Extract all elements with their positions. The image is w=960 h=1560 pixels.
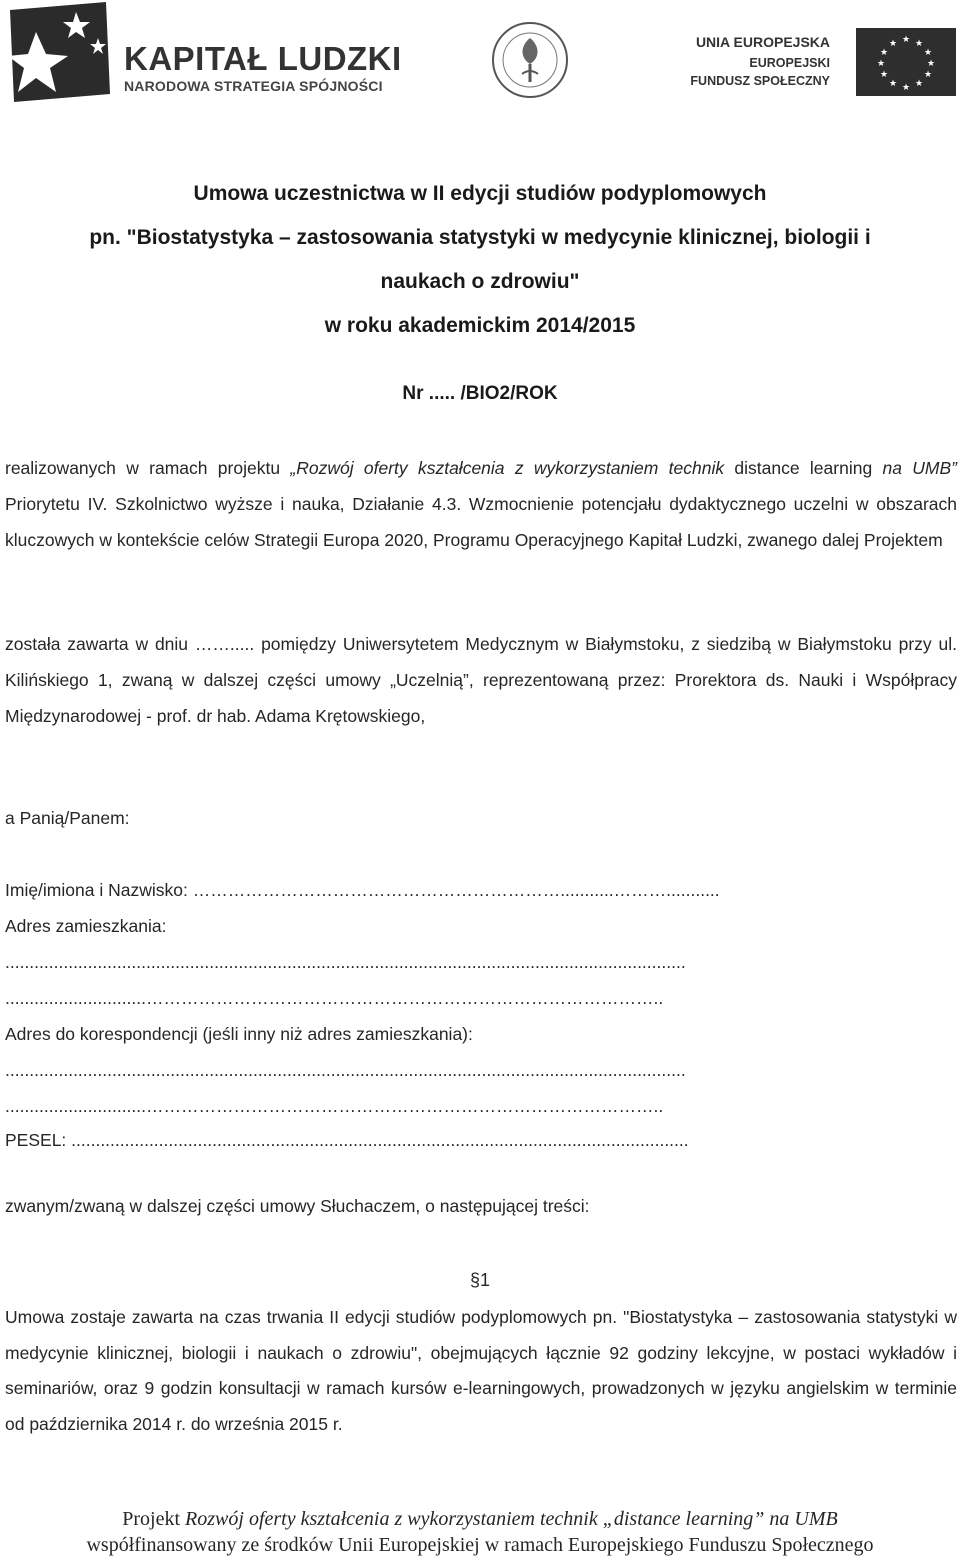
contract-number: Nr ..... /BIO2/ROK [402,383,558,404]
header [0,0,960,115]
kapital-ludzki-title: KAPITAŁ LUDZKI [124,40,402,77]
address-label: Adres zamieszkania: [5,916,167,936]
project-name-italic: „Rozwój oferty kształcenia z wykorzystaniem technik [290,458,725,478]
kapital-ludzki-subtitle: NARODOWA STRATEGIA SPÓJNOŚCI [124,78,383,94]
eu-logo [660,20,960,100]
svg-text:★: ★ [888,79,898,89]
title-line3: naukach o zdrowiu" [380,270,580,293]
svg-text:★: ★ [914,39,924,49]
footer-line2: współfinansowany ze środków Unii Europejskiej w ramach Europejskiego Funduszu Społecznego [86,1534,874,1556]
university-seal-logo [490,12,570,108]
intro-paragraph [5,450,957,558]
document-title [0,172,960,348]
title-line4: w roku akademickim 2014/2015 [324,314,636,337]
intro-part2: distance learning [724,458,883,478]
svg-text:★: ★ [888,39,898,49]
name-field[interactable]: Imię/imiona i Nazwisko: ………………………………………………………...........………........... [5,880,720,900]
footer-prefix: Projekt [122,1508,186,1530]
kapital-ludzki-emblem-icon [6,2,116,102]
svg-text:★: ★ [879,70,889,80]
parties-paragraph: została zawarta w dniu ……..... pomiędzy Uniwersytetem Medycznym w Białymstoku, z siedzibą w Białymstoku przy ul. Kilińskiego 1, zwaną w dalszej części umowy „Uczelnią”, reprezentowaną przez: Prorektora ds. Nauki i Współpracy Międzynarodowej - prof. dr hab. Adama Krętowskiego, [5,634,957,726]
paragraph-number: §1 [469,1270,491,1290]
svg-text:★: ★ [901,35,911,45]
title-line2: pn. "Biostatystyka – zastosowania statystyki w medycynie klinicznej, biologii i [89,226,871,249]
svg-text:★: ★ [923,48,933,58]
eu-text-line2: EUROPEJSKI [749,56,830,70]
correspondence-line-1[interactable]: ............................................................................................................................................ [5,1060,686,1080]
intro-part1: realizowanych w ramach projektu [5,458,291,478]
intro-part3: Priorytetu IV. Szkolnictwo wyższe i nauka, Działanie 4.3. Wzmocnienie potencjału dydaktycznego uczelni w obszarach kluczowych w kontekście celów Strategii Europa 2020, Programu Operacyjnego Kapitał Ludzki, zwanego dalej Projektem [5,494,957,550]
svg-text:★: ★ [914,79,924,89]
kapital-ludzki-logo [6,2,402,102]
footer-line1 [0,1508,960,1531]
svg-text:★: ★ [901,83,911,93]
svg-text:★: ★ [879,48,889,58]
footer-project-italic: Rozwój oferty kształcenia z wykorzystaniem technik „distance learning” na UMB [185,1508,838,1530]
svg-text:★: ★ [923,70,933,80]
correspondence-label: Adres do korespondencji (jeśli inny niż adres zamieszkania): [5,1024,473,1044]
eu-text-line1: UNIA EUROPEJSKA [695,34,830,50]
svg-text:★: ★ [876,59,886,69]
svg-text:★: ★ [926,59,936,69]
paragraph-1-text: Umowa zostaje zawarta na czas trwania II edycji studiów podyplomowych pn. "Biostatystyka – zastosowania statystyki w medycynie klinicznej, biologii i naukach o zdrowiu", obejmujących łącznie 92 godziny lekcyjne, w postaci wykładów i seminariów, oraz 9 godzin konsultacji w ramach kursów e-learningowych, prowadzonych w języku angielskim w terminie od października 2014 r. do września 2015 r. [5,1307,957,1434]
pesel-field[interactable]: PESEL: ............................................................................................................................... [5,1130,689,1150]
title-line1: Umowa uczestnictwa w II edycji studiów podyplomowych [193,182,767,205]
address-line-1[interactable]: ............................................................................................................................................ [5,952,686,972]
university-seal-icon [490,12,570,108]
eu-flag-icon [856,28,956,96]
correspondence-line-2[interactable]: .............................…………………………………………………………………………….. [5,1096,664,1116]
project-name-italic-end: na UMB” [882,458,957,478]
eu-text-line3: FUNDUSZ SPOŁECZNY [690,74,830,88]
participant-intro: a Panią/Panem: [5,808,130,828]
participant-definition: zwanym/zwaną w dalszej części umowy Słuchaczem, o następującej treści: [5,1196,590,1216]
address-line-2[interactable]: .............................…………………………………………………………………………….. [5,988,664,1008]
